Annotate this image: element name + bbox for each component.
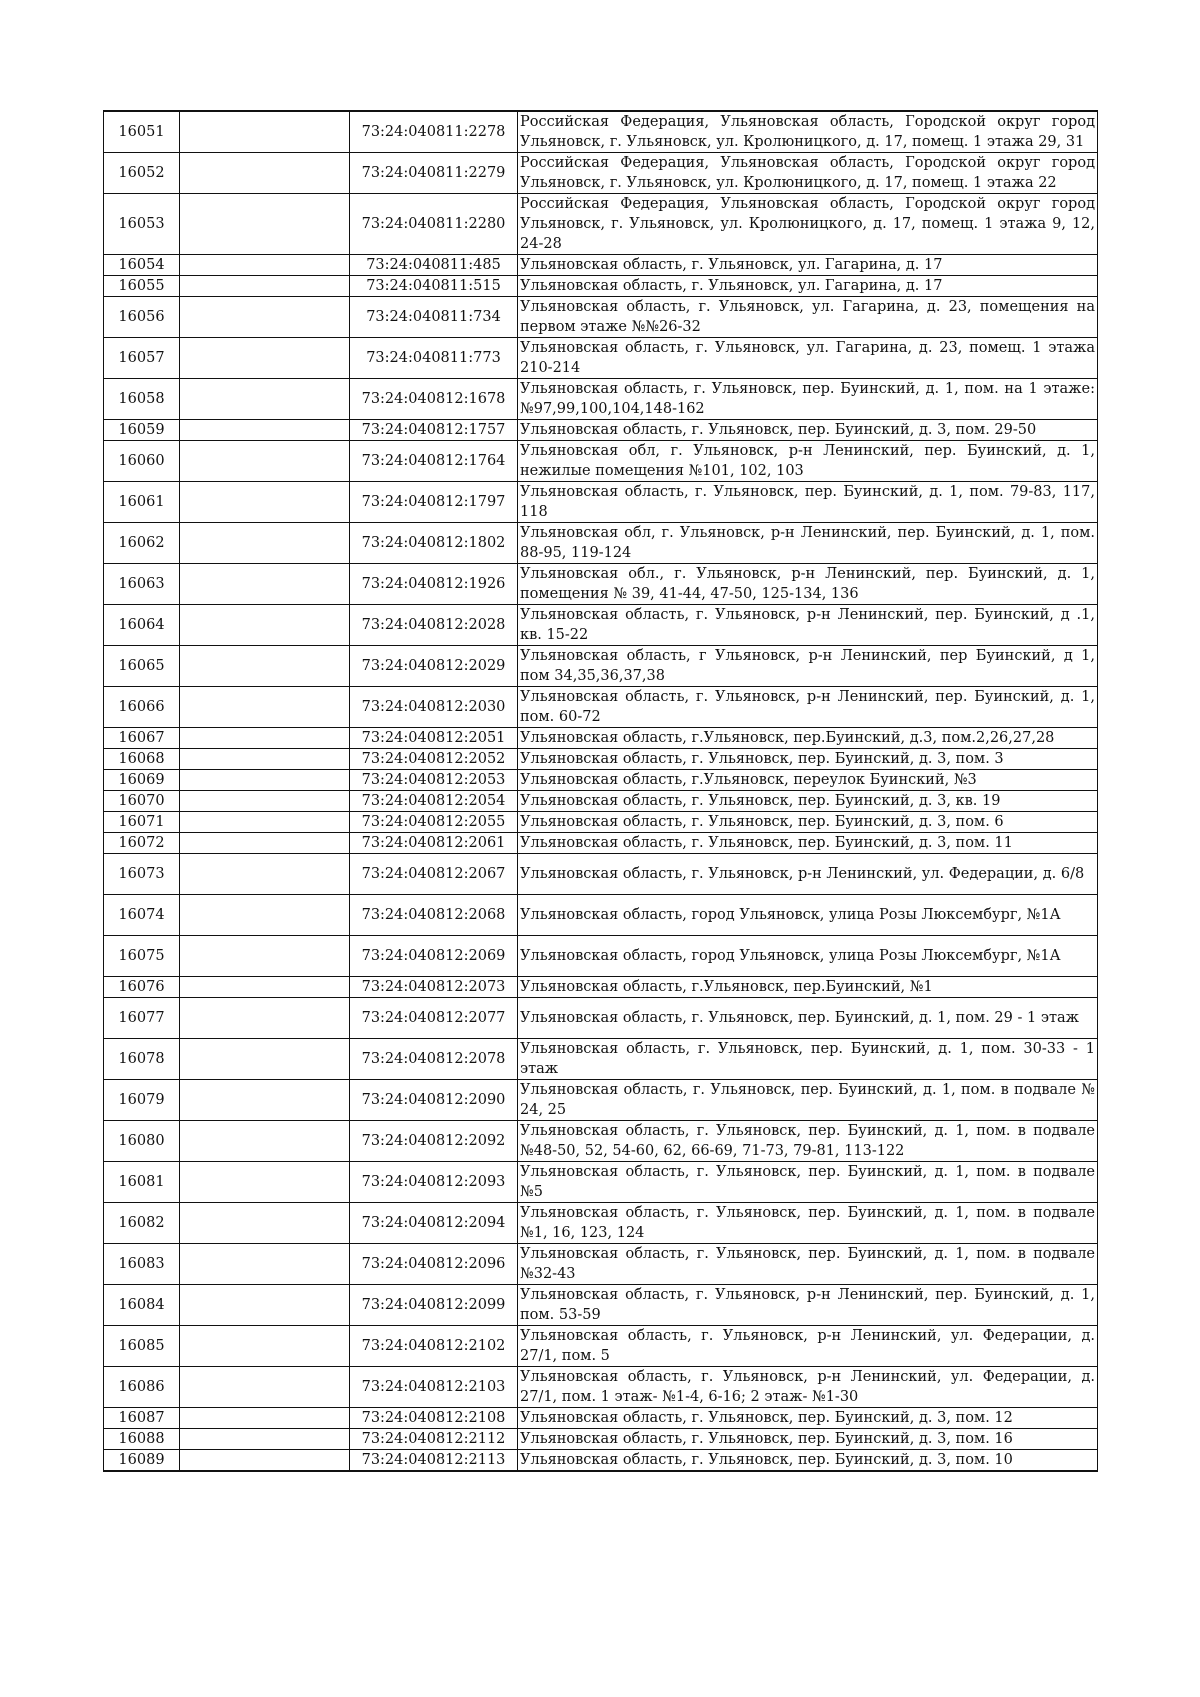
address-cell: Ульяновская область, г. Ульяновск, пер. Буинский, д. 1, пом. в подвале №32-43 [518,1244,1098,1285]
table-row [104,153,1098,194]
address-cell: Ульяновская область, г. Ульяновск, пер. Буинский, д. 3, пом. 12 [518,1408,1098,1429]
address-cell: Ульяновская область, г. Ульяновск, р-н Ленинский, ул. Федерации, д. 27/1, пом. 1 этаж- №1-4, 6-16; 2 этаж- №1-30 [518,1367,1098,1408]
address-cell: Ульяновская область, город Ульяновск, улица Розы Люксембург, №1А [518,895,1098,936]
empty-cell [180,812,350,833]
address-cell: Ульяновская область, г. Ульяновск, пер. Буинский, д. 1, пом. 79-83, 117, 118 [518,482,1098,523]
empty-cell [180,111,350,153]
cadastral-number-cell: 73:24:040812:1678 [350,379,518,420]
table-row [104,791,1098,812]
empty-cell [180,523,350,564]
address-cell: Ульяновская область, г. Ульяновск, пер. Буинский, д. 3, пом. 6 [518,812,1098,833]
table-row [104,379,1098,420]
empty-cell [180,1121,350,1162]
cadastral-number-cell: 73:24:040812:2053 [350,770,518,791]
empty-cell [180,977,350,998]
cadastral-number-cell: 73:24:040812:2061 [350,833,518,854]
cadastral-number-cell: 73:24:040812:2090 [350,1080,518,1121]
cadastral-number-cell: 73:24:040812:2099 [350,1285,518,1326]
cadastral-number-cell: 73:24:040812:2067 [350,854,518,895]
row-number-cell: 16059 [104,420,180,441]
cadastral-number-cell: 73:24:040811:2279 [350,153,518,194]
empty-cell [180,1450,350,1472]
empty-cell [180,1080,350,1121]
row-number-cell: 16074 [104,895,180,936]
table-row [104,833,1098,854]
table-row [104,338,1098,379]
table-row [104,605,1098,646]
row-number-cell: 16051 [104,111,180,153]
address-cell: Ульяновская область, г. Ульяновск, пер. Буинский, д. 3, пом. 10 [518,1450,1098,1472]
empty-cell [180,854,350,895]
table-row [104,111,1098,153]
row-number-cell: 16053 [104,194,180,255]
row-number-cell: 16080 [104,1121,180,1162]
empty-cell [180,1429,350,1450]
cadastral-number-cell: 73:24:040811:2278 [350,111,518,153]
row-number-cell: 16058 [104,379,180,420]
row-number-cell: 16085 [104,1326,180,1367]
row-number-cell: 16060 [104,441,180,482]
empty-cell [180,276,350,297]
table-row [104,1121,1098,1162]
empty-cell [180,441,350,482]
table-row [104,297,1098,338]
table-row [104,1326,1098,1367]
cadastral-number-cell: 73:24:040812:2102 [350,1326,518,1367]
table-row [104,1244,1098,1285]
table-row [104,482,1098,523]
address-cell: Ульяновская область, г. Ульяновск, р-н Ленинский, ул. Федерации, д. 27/1, пом. 5 [518,1326,1098,1367]
cadastral-number-cell: 73:24:040812:2108 [350,1408,518,1429]
table-row [104,420,1098,441]
empty-cell [180,791,350,812]
cadastral-number-cell: 73:24:040812:2028 [350,605,518,646]
address-cell: Ульяновская область, г. Ульяновск, ул. Гагарина, д. 23, помещения на первом этаже №№26-32 [518,297,1098,338]
cadastral-number-cell: 73:24:040812:2069 [350,936,518,977]
address-cell: Ульяновская область, г. Ульяновск, р-н Ленинский, пер. Буинский, д .1, кв. 15-22 [518,605,1098,646]
cadastral-number-cell: 73:24:040812:2030 [350,687,518,728]
row-number-cell: 16063 [104,564,180,605]
row-number-cell: 16056 [104,297,180,338]
row-number-cell: 16067 [104,728,180,749]
table-row [104,728,1098,749]
cadastral-number-cell: 73:24:040812:2051 [350,728,518,749]
cadastral-number-cell: 73:24:040812:2103 [350,1367,518,1408]
address-cell: Ульяновская область, г. Ульяновск, пер. Буинский, д. 3, пом. 11 [518,833,1098,854]
empty-cell [180,728,350,749]
cadastral-number-cell: 73:24:040812:1802 [350,523,518,564]
row-number-cell: 16066 [104,687,180,728]
table-row [104,770,1098,791]
row-number-cell: 16076 [104,977,180,998]
cadastral-number-cell: 73:24:040812:2055 [350,812,518,833]
address-cell: Ульяновская обл, г. Ульяновск, р-н Ленинский, пер. Буинский, д. 1, пом. 88-95, 119-124 [518,523,1098,564]
address-cell: Российская Федерация, Ульяновская область, Городской округ город Ульяновск, г. Ульяновск, ул. Кролюницкого, д. 17, помещ. 1 этажа 9, 12, 24-28 [518,194,1098,255]
row-number-cell: 16061 [104,482,180,523]
empty-cell [180,153,350,194]
cadastral-number-cell: 73:24:040812:2094 [350,1203,518,1244]
table-row [104,255,1098,276]
cadastral-number-cell: 73:24:040812:1757 [350,420,518,441]
table-row [104,276,1098,297]
cadastral-number-cell: 73:24:040812:2029 [350,646,518,687]
row-number-cell: 16062 [104,523,180,564]
address-cell: Ульяновская область, город Ульяновск, улица Розы Люксембург, №1А [518,936,1098,977]
row-number-cell: 16068 [104,749,180,770]
row-number-cell: 16052 [104,153,180,194]
empty-cell [180,646,350,687]
row-number-cell: 16083 [104,1244,180,1285]
address-cell: Ульяновская область, г. Ульяновск, пер. Буинский, д. 1, пом. 29 - 1 этаж [518,998,1098,1039]
address-cell: Ульяновская область, г.Ульяновск, пер.Буинский, д.3, пом.2,26,27,28 [518,728,1098,749]
table-row [104,854,1098,895]
empty-cell [180,194,350,255]
row-number-cell: 16075 [104,936,180,977]
row-number-cell: 16065 [104,646,180,687]
row-number-cell: 16064 [104,605,180,646]
empty-cell [180,1039,350,1080]
cadastral-number-cell: 73:24:040812:2052 [350,749,518,770]
cadastral-number-cell: 73:24:040812:2078 [350,1039,518,1080]
empty-cell [180,297,350,338]
empty-cell [180,895,350,936]
row-number-cell: 16088 [104,1429,180,1450]
address-cell: Ульяновская область, г. Ульяновск, р-н Ленинский, ул. Федерации, д. 6/8 [518,854,1098,895]
address-cell: Ульяновская область, г. Ульяновск, р-н Ленинский, пер. Буинский, д. 1, пом. 60-72 [518,687,1098,728]
row-number-cell: 16084 [104,1285,180,1326]
address-cell: Ульяновская область, г Ульяновск, р-н Ленинский, пер Буинский, д 1, пом 34,35,36,37,38 [518,646,1098,687]
empty-cell [180,1244,350,1285]
table-row [104,1080,1098,1121]
address-cell: Ульяновская область, г. Ульяновск, ул. Гагарина, д. 23, помещ. 1 этажа 210-214 [518,338,1098,379]
cadastral-number-cell: 73:24:040811:773 [350,338,518,379]
address-cell: Ульяновская обл, г. Ульяновск, р-н Ленинский, пер. Буинский, д. 1, нежилые помещения №101, 102, 103 [518,441,1098,482]
cadastral-number-cell: 73:24:040812:2096 [350,1244,518,1285]
table-row [104,687,1098,728]
table-row [104,1162,1098,1203]
address-cell: Ульяновская область, г.Ульяновск, переулок Буинский, №3 [518,770,1098,791]
empty-cell [180,255,350,276]
cadastral-number-cell: 73:24:040812:2073 [350,977,518,998]
row-number-cell: 16087 [104,1408,180,1429]
address-cell: Ульяновская обл., г. Ульяновск, р-н Ленинский, пер. Буинский, д. 1, помещения № 39, 41-44, 47-50, 125-134, 136 [518,564,1098,605]
table-row [104,977,1098,998]
table-row [104,1450,1098,1472]
table-row [104,1429,1098,1450]
cadastral-number-cell: 73:24:040812:1764 [350,441,518,482]
empty-cell [180,770,350,791]
table-row [104,1203,1098,1244]
cadastral-number-cell: 73:24:040811:485 [350,255,518,276]
table-row [104,523,1098,564]
empty-cell [180,1408,350,1429]
address-cell: Ульяновская область, г.Ульяновск, пер.Буинский, №1 [518,977,1098,998]
empty-cell [180,605,350,646]
empty-cell [180,687,350,728]
table-row [104,895,1098,936]
table-row [104,1039,1098,1080]
table-row [104,936,1098,977]
cadastral-number-cell: 73:24:040812:2113 [350,1450,518,1472]
empty-cell [180,482,350,523]
cadastral-number-cell: 73:24:040812:1926 [350,564,518,605]
empty-cell [180,936,350,977]
cadastral-number-cell: 73:24:040812:2092 [350,1121,518,1162]
address-cell: Ульяновская область, г. Ульяновск, пер. Буинский, д. 3, пом. 3 [518,749,1098,770]
table-row [104,998,1098,1039]
empty-cell [180,379,350,420]
row-number-cell: 16055 [104,276,180,297]
row-number-cell: 16072 [104,833,180,854]
row-number-cell: 16070 [104,791,180,812]
cadastral-number-cell: 73:24:040811:515 [350,276,518,297]
address-cell: Ульяновская область, г. Ульяновск, пер. Буинский, д. 1, пом. в подвале №48-50, 52, 54-60, 62, 66-69, 71-73, 79-81, 113-122 [518,1121,1098,1162]
address-cell: Российская Федерация, Ульяновская область, Городской округ город Ульяновск, г. Ульяновск, ул. Кролюницкого, д. 17, помещ. 1 этажа 22 [518,153,1098,194]
row-number-cell: 16079 [104,1080,180,1121]
empty-cell [180,1326,350,1367]
empty-cell [180,1203,350,1244]
row-number-cell: 16069 [104,770,180,791]
address-cell: Ульяновская область, г. Ульяновск, пер. Буинский, д. 1, пом. на 1 этаже: №97,99,100,104,148-162 [518,379,1098,420]
address-cell: Ульяновская область, г. Ульяновск, ул. Гагарина, д. 17 [518,276,1098,297]
table-row [104,749,1098,770]
address-cell: Ульяновская область, г. Ульяновск, пер. Буинский, д. 1, пом. в подвале №5 [518,1162,1098,1203]
address-cell: Российская Федерация, Ульяновская область, Городской округ город Ульяновск, г. Ульяновск, ул. Кролюницкого, д. 17, помещ. 1 этажа 29, 31 [518,111,1098,153]
cadastral-number-cell: 73:24:040812:2112 [350,1429,518,1450]
table-row [104,441,1098,482]
empty-cell [180,749,350,770]
address-cell: Ульяновская область, г. Ульяновск, пер. Буинский, д. 3, пом. 29-50 [518,420,1098,441]
row-number-cell: 16054 [104,255,180,276]
row-number-cell: 16082 [104,1203,180,1244]
row-number-cell: 16089 [104,1450,180,1472]
cadastral-number-cell: 73:24:040812:2077 [350,998,518,1039]
empty-cell [180,1162,350,1203]
row-number-cell: 16077 [104,998,180,1039]
table-row [104,1367,1098,1408]
address-cell: Ульяновская область, г. Ульяновск, пер. Буинский, д. 1, пом. 30-33 - 1 этаж [518,1039,1098,1080]
row-number-cell: 16086 [104,1367,180,1408]
address-cell: Ульяновская область, г. Ульяновск, пер. Буинский, д. 3, кв. 19 [518,791,1098,812]
table-row [104,812,1098,833]
table-row [104,194,1098,255]
table-row [104,1408,1098,1429]
row-number-cell: 16073 [104,854,180,895]
row-number-cell: 16081 [104,1162,180,1203]
cadastral-number-cell: 73:24:040812:2068 [350,895,518,936]
empty-cell [180,338,350,379]
address-cell: Ульяновская область, г. Ульяновск, ул. Гагарина, д. 17 [518,255,1098,276]
registry-table-body [104,111,1098,1471]
empty-cell [180,420,350,441]
empty-cell [180,833,350,854]
registry-table [103,110,1098,1472]
cadastral-number-cell: 73:24:040812:1797 [350,482,518,523]
address-cell: Ульяновская область, г. Ульяновск, пер. Буинский, д. 3, пом. 16 [518,1429,1098,1450]
empty-cell [180,998,350,1039]
table-row [104,564,1098,605]
table-row [104,646,1098,687]
cadastral-number-cell: 73:24:040811:734 [350,297,518,338]
empty-cell [180,564,350,605]
cadastral-number-cell: 73:24:040811:2280 [350,194,518,255]
address-cell: Ульяновская область, г. Ульяновск, пер. Буинский, д. 1, пом. в подвале №1, 16, 123, 124 [518,1203,1098,1244]
address-cell: Ульяновская область, г. Ульяновск, р-н Ленинский, пер. Буинский, д. 1, пом. 53-59 [518,1285,1098,1326]
cadastral-number-cell: 73:24:040812:2093 [350,1162,518,1203]
table-row [104,1285,1098,1326]
empty-cell [180,1367,350,1408]
row-number-cell: 16071 [104,812,180,833]
empty-cell [180,1285,350,1326]
cadastral-number-cell: 73:24:040812:2054 [350,791,518,812]
row-number-cell: 16078 [104,1039,180,1080]
row-number-cell: 16057 [104,338,180,379]
address-cell: Ульяновская область, г. Ульяновск, пер. Буинский, д. 1, пом. в подвале № 24, 25 [518,1080,1098,1121]
